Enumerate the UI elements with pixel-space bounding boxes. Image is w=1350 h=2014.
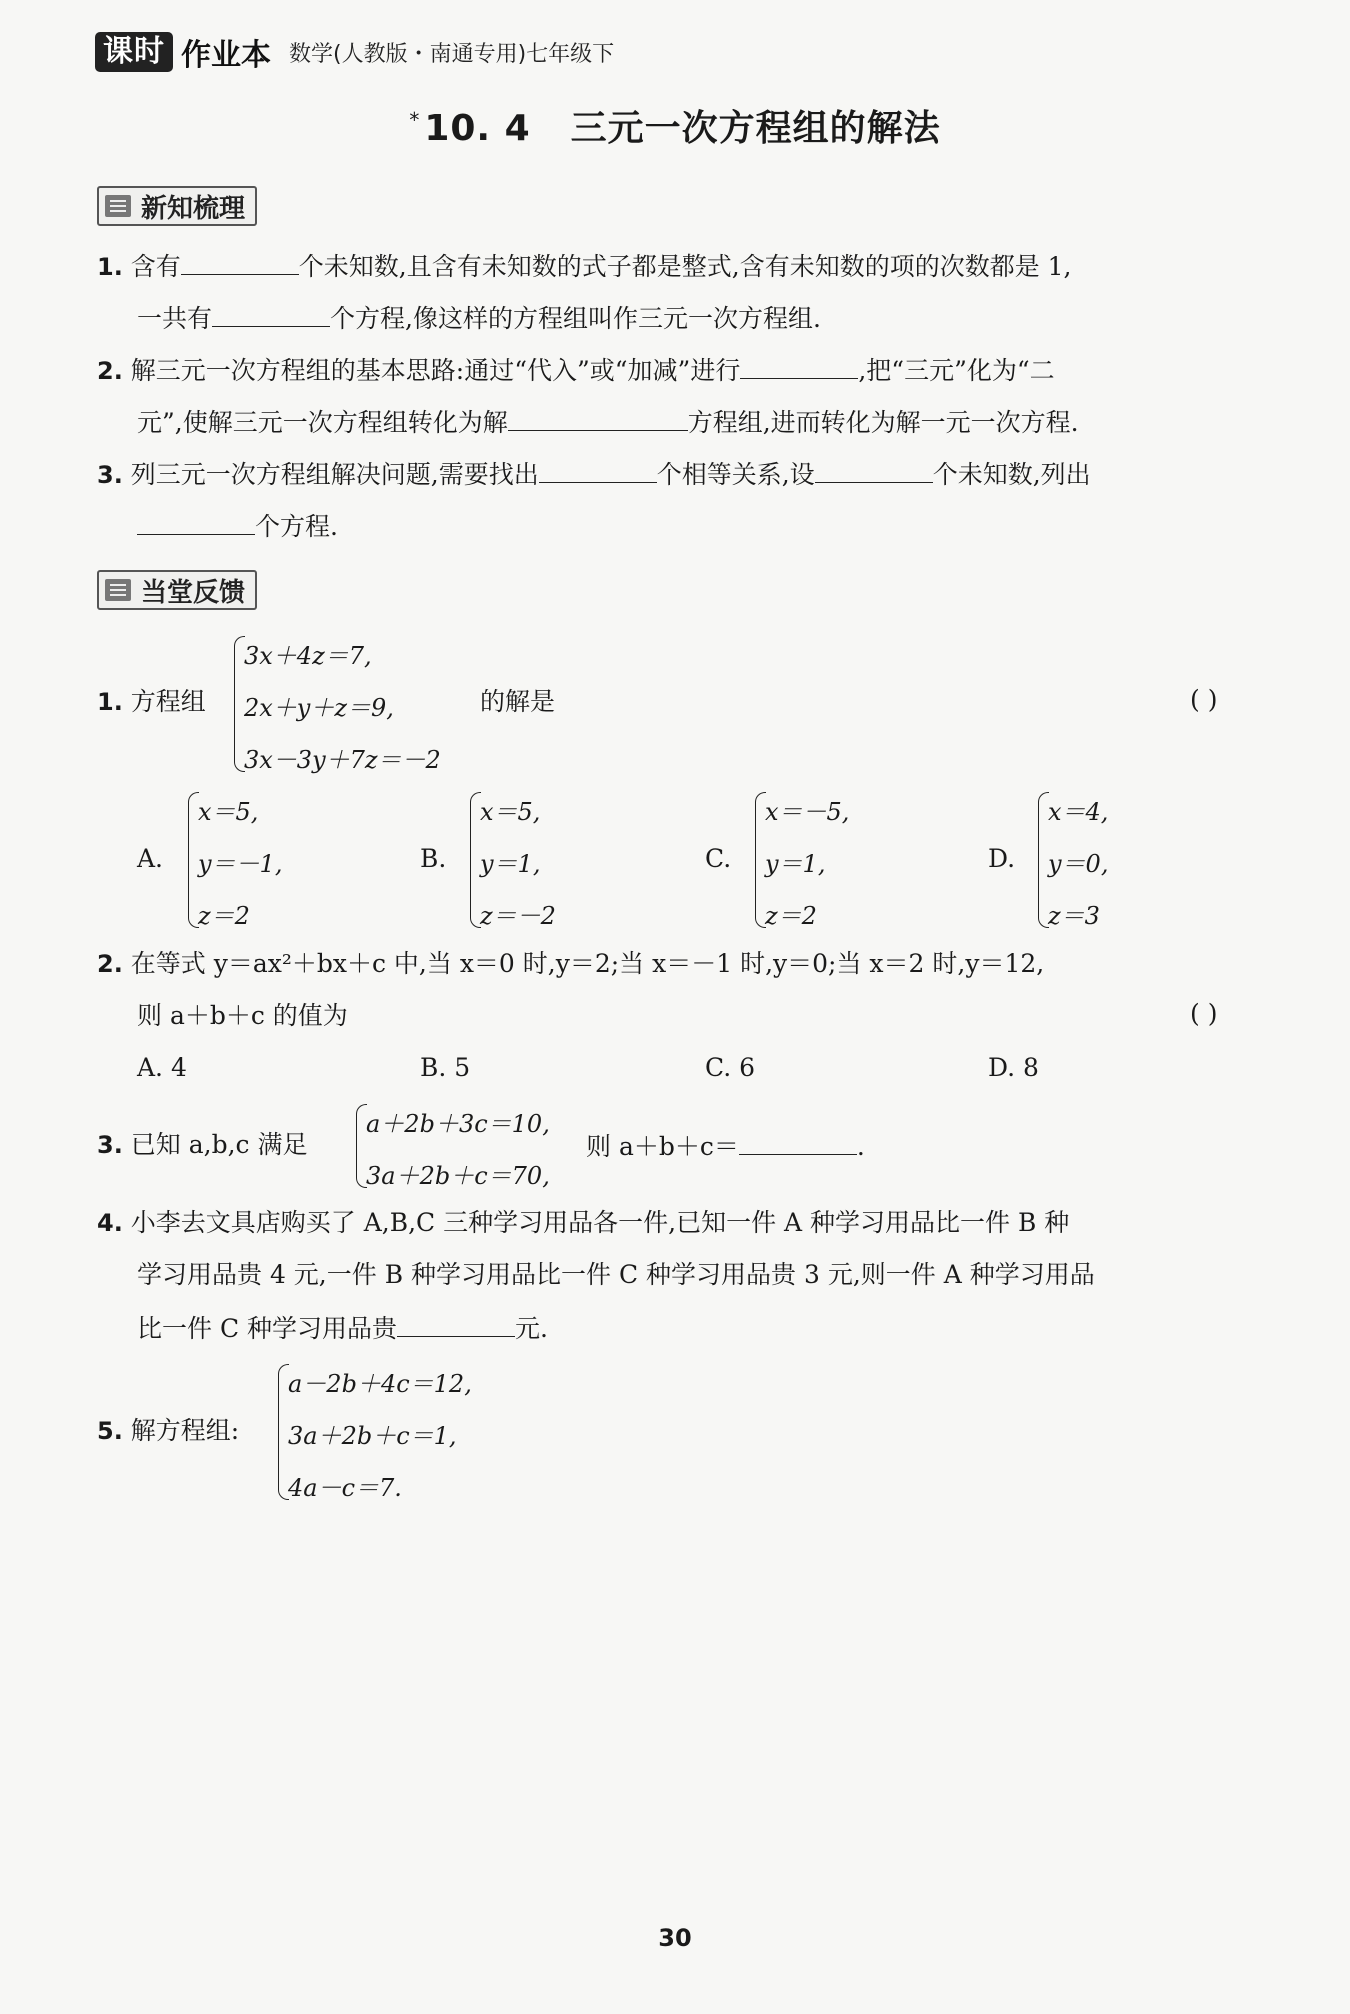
option-a-line: y＝－1, [198, 850, 283, 878]
question-text: 元. [515, 1314, 548, 1343]
answer-blank[interactable] [137, 508, 255, 535]
system-equation: 4a－c＝7. [288, 1474, 402, 1502]
option-b[interactable]: B. 5 [420, 1053, 471, 1082]
book-logo-subtitle: 作业本 [181, 38, 271, 73]
question-text: . [856, 1132, 865, 1161]
option-d[interactable]: D. 8 [988, 1053, 1039, 1082]
pencil-icon [105, 579, 131, 601]
option-c[interactable]: C. 6 [705, 1053, 756, 1082]
section-title [0, 100, 1350, 151]
feedback-q3-tail [586, 1128, 865, 1164]
answer-blank[interactable] [397, 1310, 515, 1337]
option-d-line: y＝0, [1048, 850, 1109, 878]
option-a-letter[interactable]: A. [137, 844, 164, 873]
feedback-q4-line1 [97, 1206, 1069, 1240]
section-heading: 三元一次方程组的解法 [570, 108, 941, 149]
question-text: 方程组,进而转化为解一元一次方程. [687, 408, 1079, 437]
question-text: 个方程,像这样的方程组叫作三元一次方程组. [330, 304, 821, 333]
answer-blank[interactable] [739, 1128, 857, 1155]
question-text: 学习用品贵 4 元,一件 B 种学习用品比一件 C 种学习用品贵 3 元,则一件 A 种学习用品 [137, 1260, 1095, 1289]
system-equation: a－2b＋4c＝12, [288, 1370, 472, 1398]
knowledge-q2-line1 [97, 352, 1055, 388]
option-a[interactable]: A. 4 [137, 1053, 187, 1082]
question-number: 1. [97, 688, 123, 716]
answer-blank[interactable] [508, 404, 688, 431]
question-number: 3. [97, 461, 123, 489]
question-text: ,把“三元”化为“二 [858, 356, 1055, 385]
question-text: 含有 [130, 252, 181, 281]
system-equation: 2x＋y＋z＝9, [244, 694, 394, 722]
feedback-q2-line1 [97, 947, 1044, 981]
answer-paren[interactable]: ( ) [1190, 999, 1218, 1028]
question-text: 比一件 C 种学习用品贵 [137, 1314, 398, 1343]
question-text: 列三元一次方程组解决问题,需要找出 [130, 460, 539, 489]
option-c-line: z＝2 [765, 902, 817, 930]
question-number: 2. [97, 357, 123, 385]
feedback-tag [97, 570, 257, 610]
new-knowledge-tag [97, 186, 257, 226]
question-text: 解方程组: [130, 1416, 240, 1445]
question-number: 5. [97, 1417, 123, 1445]
page-header [95, 30, 614, 74]
feedback-q4-line3 [137, 1310, 548, 1346]
question-text: 一共有 [137, 304, 213, 333]
optional-star: * [409, 108, 421, 132]
question-text: 在等式 y＝ax²＋bx＋c 中,当 x＝0 时,y＝2;当 x＝－1 时,y＝0;当 x＝2 时,y＝12, [130, 949, 1045, 978]
question-number: 2. [97, 950, 123, 978]
feedback-q1-stem [97, 685, 206, 719]
option-d-line: z＝3 [1048, 902, 1100, 930]
section-number: 10. 4 [424, 108, 531, 149]
question-text: 的解是 [480, 687, 556, 716]
question-text: 个方程. [255, 512, 338, 541]
book-subject: 数学(人教版・南通专用)七年级下 [289, 41, 615, 67]
question-text: 已知 a,b,c 满足 [130, 1130, 308, 1159]
option-d-line: x＝4, [1048, 798, 1109, 826]
answer-blank[interactable] [815, 456, 933, 483]
option-d-letter[interactable]: D. [988, 844, 1016, 873]
new-knowledge-label: 新知梳理 [141, 193, 246, 224]
knowledge-q2-line2 [137, 404, 1079, 440]
option-a-line: x＝5, [198, 798, 259, 826]
feedback-label: 当堂反馈 [141, 577, 246, 608]
system-equation: 3a＋2b＋c＝70, [366, 1162, 550, 1190]
knowledge-q3-line1 [97, 456, 1091, 492]
question-text: 个未知数,且含有未知数的式子都是整式,含有未知数的项的次数都是 1, [298, 252, 1072, 281]
option-b-line: y＝1, [480, 850, 541, 878]
answer-blank[interactable] [212, 300, 330, 327]
question-text: 个相等关系,设 [656, 460, 815, 489]
option-c-line: y＝1, [765, 850, 826, 878]
option-c-line: x＝－5, [765, 798, 850, 826]
question-number: 4. [97, 1209, 123, 1237]
feedback-q3-stem [97, 1128, 307, 1162]
feedback-q5-stem [97, 1414, 239, 1448]
question-text: 则 a＋b＋c＝ [586, 1132, 739, 1161]
answer-blank[interactable] [181, 248, 299, 275]
option-c-letter[interactable]: C. [705, 844, 732, 873]
answer-paren[interactable]: ( ) [1190, 685, 1218, 714]
answer-blank[interactable] [539, 456, 657, 483]
knowledge-q3-line2 [137, 508, 338, 544]
answer-blank[interactable] [740, 352, 858, 379]
question-text: 则 a＋b＋c 的值为 [137, 1001, 348, 1030]
question-text: 方程组 [130, 687, 206, 716]
page-number: 30 [658, 1924, 692, 1952]
question-number: 3. [97, 1131, 123, 1159]
system-equation: a＋2b＋3c＝10, [366, 1110, 550, 1138]
question-text: 小李去文具店购买了 A,B,C 三种学习用品各一件,已知一件 A 种学习用品比一件 B 种 [130, 1208, 1070, 1237]
question-number: 1. [97, 253, 123, 281]
option-b-letter[interactable]: B. [420, 844, 447, 873]
system-equation: 3a＋2b＋c＝1, [288, 1422, 457, 1450]
knowledge-q1-line2 [137, 300, 821, 336]
option-b-line: z＝－2 [480, 902, 556, 930]
knowledge-q1-line1 [97, 248, 1072, 284]
option-b-line: x＝5, [480, 798, 541, 826]
question-text: 元”,使解三元一次方程组转化为解 [137, 408, 508, 437]
book-icon [105, 195, 131, 217]
system-equation: 3x－3y＋7z＝－2 [244, 746, 441, 774]
question-text: 解三元一次方程组的基本思路:通过“代入”或“加减”进行 [130, 356, 741, 385]
question-text: 个未知数,列出 [932, 460, 1091, 489]
option-a-line: z＝2 [198, 902, 250, 930]
system-equation: 3x＋4z＝7, [244, 642, 372, 670]
book-logo: 课时 [95, 32, 173, 72]
